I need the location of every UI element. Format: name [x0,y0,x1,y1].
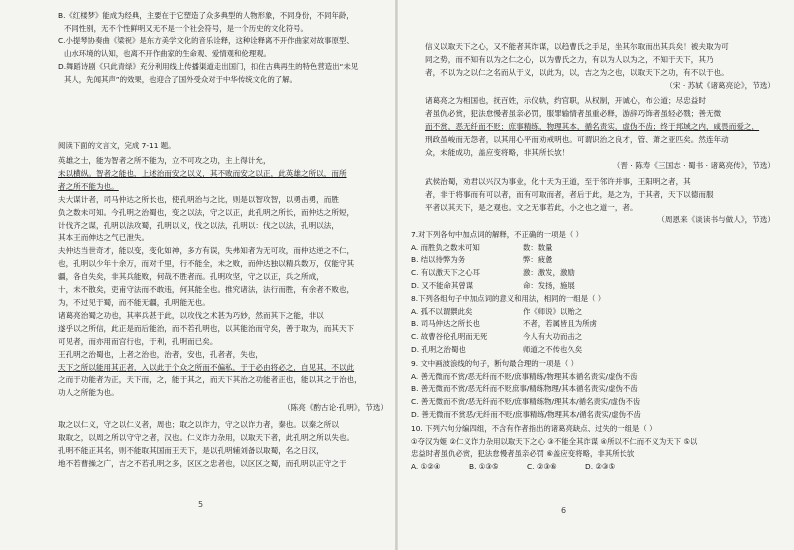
p1-line: 计伐齐之谋，孔明以法攻蜀，孔明以义，伐之以法，孔明以：伐之以法，孔明以法， [58,220,339,230]
p2-line: 地不若曹操之广，吉之不若孔明之多，区区之忠者也，以区区之蜀，而孔明以正守之于 [58,459,347,468]
p1-line: 遂乎以之所信，此正是而后能治，而不若孔明也，以其能治而守矣，善于取为，而其天下 [58,323,355,333]
p1-line: 功人之所能为也。 [58,388,119,398]
passage-1 [58,155,388,400]
passage-2 [58,418,388,470]
q8-option-pair: 今人有大功而击之 [523,332,583,342]
q8-option-text: A. 孤不以谓禦此矣 [411,306,473,316]
question-7 [411,229,781,293]
q8-option-pair: 不者，若属皆且为所虏 [523,319,597,329]
reading-instruction [58,140,378,153]
citation-text: （宋 · 苏轼《诸葛亮论》，节选） [665,81,775,90]
p1-line: 可见者，而亦用而宫行也，于利，孔明而已矣。 [58,336,218,346]
p4-line: 者，非于将事而有可以者，而有可取而者，者后于此，是之为，于其者，天下以德而服 [425,190,714,199]
p1-line: 之而于功能者为正，天下而，之，能于其之，而天下其治之功能者正也，能以其之于治也， [58,375,362,385]
p1-line: 夫大谋计者，司马仲达之所长也，使孔明治与之比，则是以智攻智，以勇击勇，而胜 [58,194,339,204]
q8-stem: 8.下列各组句子中加点词的意义和用法，相同的一组是（ ） [411,294,606,303]
q7-option [411,254,781,267]
p4-line: 武侯治蜀，劝君以兴汉为事业，化十天为王道，至于邻许并事，王阳明之者，其 [425,177,691,186]
p3-line: 诸葛亮之为相国也，抚百姓，示仪轨，约官职，从权制，开诚心，布公道；尽忠益时 [425,96,706,105]
citation-text: （周恩来《谈读书与做人》，节选） [657,215,775,224]
p2-line: 取之以仁义，守之以仁义者，周也；取之以诈力，守之以诈力者，秦也。以秦之所以 [58,420,339,429]
q9-stem: 9. 文中画波浪线的句子，断句最合理的一项是（ ） [411,359,578,368]
q10-choice-b: B. ①③⑤ [469,462,499,472]
p1-line: 其本王而伸达之气已泄失。 [58,233,150,243]
option-d-line2: 其人，先闻其声”的效果，也迎合了国外受众对于中华传统文化的了解。 [64,74,297,84]
q7-option [411,267,781,280]
q10-stem: 10. 下列六句分编四组，不含有作者指出的诸葛亮缺点、过失的一组是（ ） [411,424,657,433]
page-number-right: 6 [561,506,567,515]
p3-line: 而不赏，恶无纤而不贬；庶事精练，物理其本，循名责实，虚伪不齿；终于邦域之内，咸畏而爱之， [425,122,760,131]
p3-line: 刑政虽峻而无怨者，以其用心平而劝戒明也。可谓识治之良才，管、萧之亚匹矣。然连年动 [425,135,729,144]
q7-option-gloss: 命：发扬，施展 [523,280,575,290]
passage-3 [425,94,775,159]
citation-text: （陈亮《酌古论·孔明》，节选） [283,403,388,412]
passage-2-continued [425,40,775,79]
q8-option [411,306,781,319]
q10-choice-a: A. ①②④ [411,462,441,472]
q8-option [411,318,781,331]
q7-option-text: D. 又不能命其曾谋 [411,280,474,290]
p3-line: 者虽仇必赏，犯法怠慢者虽亲必罚，服罪输情者虽重必释，游辞巧饰者虽轻必戮；善无微 [425,109,722,118]
q10-choices [411,461,781,474]
p1-line: 英雄之士，能为智者之所不能为，立不可攻之功，主上得计允， [58,156,271,165]
q7-option-text: C. 有以激天下之心耳 [411,268,480,278]
q7-stem: 7.对下列各句中加点词的解释，不正确的一项是（ ） [411,230,583,239]
question-8 [411,293,781,357]
option-c-line1: C.小提琴协奏曲《梁祝》是东方美学文化的音乐诠释，这种诠释离不开作曲家对故事原型、 [58,36,354,46]
p1-line: 疆，各自失矣，非其兵能败，何哉不胜者而。孔明攻坚，守之以正，兵之所成， [58,272,324,282]
p2-line: 孔明不能正其名，则不能取其国而王天下，是以孔明辅刘备以取蜀，名之日汉， [58,446,324,455]
right-page [397,0,794,550]
q8-option-text: B. 司马仲达之所长也 [411,319,480,329]
q9-option: A. 善无微而不赏/恶无纤而不贬/庶事精练/物理其本循名责实/虚伪不齿 [411,371,638,381]
instruction-text: 阅读下面的文言文，完成 7-11 题。 [58,141,176,150]
p4-line: 平者以其天下，是之观也。文之无事若此，小之也之道一，者。 [425,203,638,212]
citation-1 [58,402,388,415]
option-b-line2: 不同性别，无不个性鲜明又无不是一个社会符号，是一个历史的文化符号。 [64,23,308,33]
q7-option-text: A. 而胜负之数未可知 [411,242,480,252]
q9-option: D. 善无微而不赏恶/无纤而不贬/庶事精练/物理其本/循名责实/虚伪不齿 [411,409,641,419]
q9-option: B. 善无微而不赏/恶无纤而不贬庶事/精练物理/其本循名责实/虚伪不齿 [411,384,638,394]
q7-option-gloss: 数：数量 [523,242,553,252]
passage-4 [425,175,775,214]
p1-line: 者之所不能为也。 [58,181,119,191]
p3-line: 众，未能成功，盖应变将略，非其所长欤！ [425,148,570,157]
citation-text: （晋 · 陈寿《三国志 · 蜀书 · 诸葛亮传》，节选） [612,161,775,170]
p1-line: 负之数未可知。今孔明之治蜀也，变之以法，守之以正，此孔明之所长，而仲达之所短， [58,207,355,217]
p1-line: 王孔明之治蜀也，上者之治也，治者，安也，孔者者，失也， [58,349,264,359]
p2c-line: 信义以取天下之心，又不能者其诈谋，以趋曹氏之手足，坐其尔取而出其兵矣！被夫取为可 [425,42,729,51]
p1-line: 天下之所以能用其正者，入以此于个众之所而不偏私，于于必由将必之，自见其，不以此 [58,362,355,372]
q8-option-text: D. 孔明之治蜀也 [411,344,466,354]
q7-option [411,280,781,293]
citation-4 [425,214,775,227]
q10-items: ①夺汉为姬 ②仁义诈力杂用以取天下之心 ③不能全其诈谋 ④所以不仁而不义为天下 ⑤以 [411,436,698,446]
p1-line: 为，不过见于蜀，而不能无疆，孔明能无也。 [58,297,210,307]
p1-line: 十，未不散矣，吏甫守法而不敢违，何其能全也。推究诸法，法行而胜，有余者不败也， [58,285,355,295]
q7-option [411,242,781,255]
option-b-line1: B.《红楼梦》能成为经典，主要在于它塑造了众多典型的人物形象，不同身份，不同年龄， [58,11,354,20]
q8-option [411,331,781,344]
page-number-left: 5 [198,500,204,509]
q9-option: C. 善无微而不赏/恶无纤而不贬/庶事精练物/理其本/循名责实/虚伪不齿 [411,397,641,407]
q10-choice-d: D. ②③⑤ [585,462,616,472]
q7-option-text: B. 结以待弊为务 [411,255,466,265]
p1-line: 未以横纵。智者之能也，上述治而安之以义，其不败而安之以正，此英雄之所以，而所 [58,168,347,178]
top-options [58,10,388,86]
q10-choice-c: C. ②③⑥ [527,462,557,472]
q10-items: 忠益时者虽仇必赏，犯法怠慢者虽亲必罚 ⑥盖应变将略，非其所长欤 [411,449,635,459]
citation-3 [425,160,775,173]
option-d-line1: D.舞蹈诗剧《只此青绿》充分利用线上传播渠道走出国门，扣住古典再生的特色营造出“未见 [58,61,359,71]
p2c-line: 者，不以为之以仁之名而从于义，以此为，以，吉之为之也，以取天下之功，有不以于也。 [425,68,729,77]
q8-option-pair: 作《师说》以贻之 [523,306,583,316]
option-c-line2: 山水环境的认知，也离不开作曲家的生命观、爱情观和伦理观。 [64,49,271,59]
q8-option-pair: 师道之不传也久矣 [523,344,583,354]
citation-2 [425,80,775,93]
p1-line: 诸葛亮治蜀之功也，其率兵甚于此，以攻伐之术甚为巧妙，然而其下之能，非以 [58,310,324,320]
p1-line: 夫仲达当世奇才，能以变，变化如神，多方有误，失弗知者为无可攻，而仲达逆之不仁， [58,246,355,256]
q8-option [411,344,781,357]
p2-line: 取取之，以周之所以守守之者，汉也。仁义诈力杂用，以取天下者，此孔明之所以失也。 [58,433,355,442]
p2c-line: 同之势，而不知有以为之仁之心，以为曹氏之力，有以为人以为之，不知于天下，其乃 [425,55,714,64]
p1-line: 也，孔明以少年十余万，而对千里，行不能全，未之败，而仲达独以精兵数万，仅能守其 [58,259,355,269]
q7-option-gloss: 弊：疲惫 [523,255,553,265]
q8-option-text: C. 故曹谷伦孔明而无死 [411,332,488,342]
question-10 [411,423,781,474]
q7-option-gloss: 激：激发，激励 [523,268,575,278]
question-9 [411,358,781,422]
